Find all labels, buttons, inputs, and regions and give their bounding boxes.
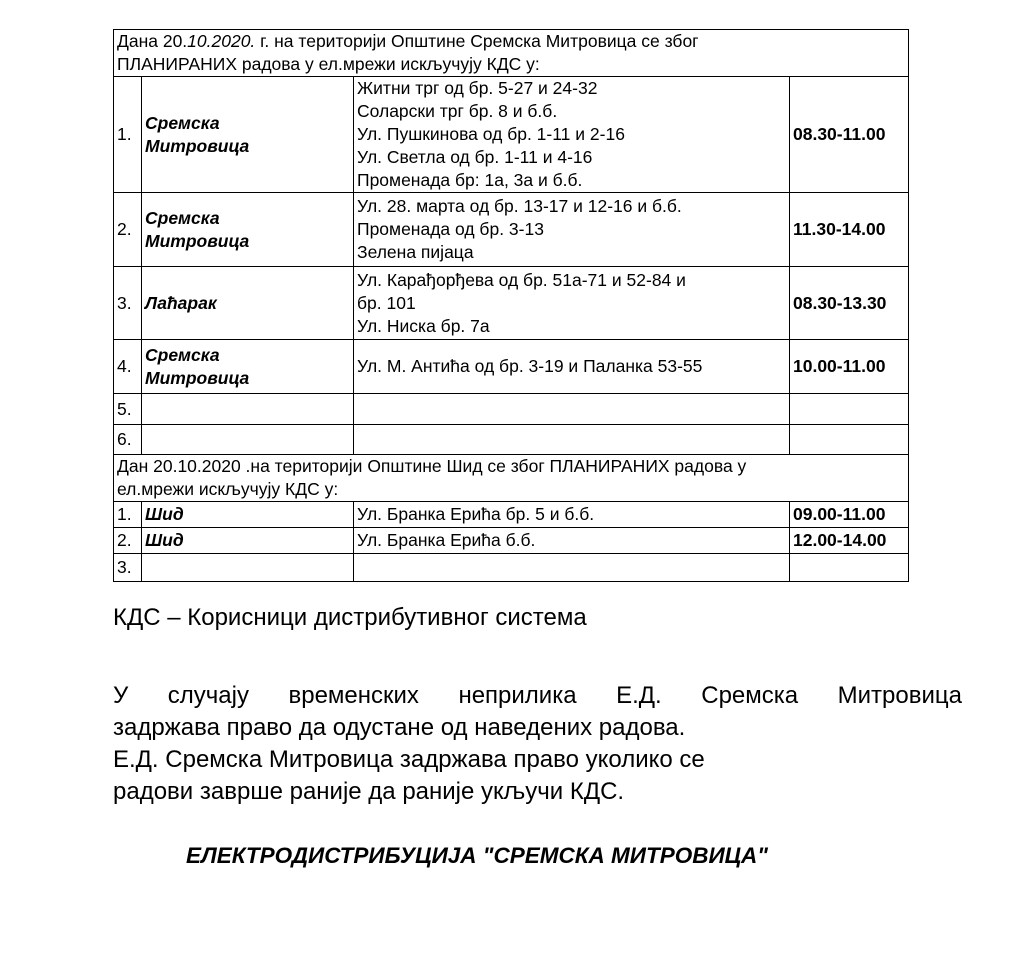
table-row [114, 554, 909, 582]
place-name: Сремска Митровица [142, 340, 354, 394]
address: Ул. Бранка Ерића б.б. [354, 528, 790, 554]
header-date-italic: 10.2020. [187, 31, 256, 51]
row-number: 5. [114, 394, 142, 425]
row-number: 1. [114, 502, 142, 528]
signature: ЕЛЕКТРОДИСТРИБУЦИЈА "СРЕМСКА МИТРОВИЦА" [186, 843, 768, 868]
address-list: Ул. М. Антића од бр. 3-19 и Паланка 53-55 [354, 340, 790, 394]
row-number: 3. [114, 267, 142, 340]
header-text-line2: ПЛАНИРАНИХ радова у ел.мрежи искључују КДС у: [117, 54, 540, 74]
section1-header-row [114, 30, 909, 77]
note-line: Е.Д. Сремска Митровица задржава право уколико се [113, 746, 705, 773]
notes-paragraph [113, 680, 963, 808]
row-number: 2. [114, 528, 142, 554]
legend-text: КДС – Корисници дистрибутивног система [113, 604, 587, 631]
table-row [114, 340, 909, 394]
place-name: Лаћарак [142, 267, 354, 340]
place-name: Сремска Митровица [142, 77, 354, 193]
time-range: 08.30-13.30 [790, 267, 909, 340]
section1-header [114, 30, 909, 77]
row-number: 3. [114, 554, 142, 582]
address: Ул. Бранка Ерића бр. 5 и б.б. [354, 502, 790, 528]
place-name: Сремска Митровица [142, 193, 354, 267]
table-row [114, 267, 909, 340]
schedule-table [113, 29, 909, 582]
place-name: Шид [142, 502, 354, 528]
header-date-prefix: Дана 20. [117, 31, 188, 51]
place-name: Шид [142, 528, 354, 554]
table-row [114, 77, 909, 193]
header-text: г. на територији Општине Сремска Митровица се због [255, 31, 699, 51]
address-list: Ул. Карађорђева од бр. 51а-71 и 52-84 и бр. 101 Ул. Ниска бр. 7а [354, 267, 790, 340]
time-range: 12.00-14.00 [790, 528, 909, 554]
table-row [114, 528, 909, 554]
table-row [114, 502, 909, 528]
time-range: 11.30-14.00 [790, 193, 909, 267]
table-row [114, 193, 909, 267]
time-range: 09.00-11.00 [790, 502, 909, 528]
section2-header: Дан 20.10.2020 .на територији Општине Шид се због ПЛАНИРАНИХ радова у ел.мрежи искључују КДС у: [114, 455, 909, 502]
row-number: 4. [114, 340, 142, 394]
section2-header-row [114, 455, 909, 502]
time-range: 08.30-11.00 [790, 77, 909, 193]
address-list: Житни трг од бр. 5-27 и 24-32 Соларски трг бр. 8 и б.б. Ул. Пушкинова од бр. 1-11 и 2-16 Ул. Светла од бр. 1-11 и 4-16 Променада бр: 1а, 3а и б.б. [354, 77, 790, 193]
note-line: задржава право да одустане од наведених радова. [113, 714, 686, 741]
time-range: 10.00-11.00 [790, 340, 909, 394]
address-list: Ул. 28. марта од бр. 13-17 и 12-16 и б.б. Променада од бр. 3-13 Зелена пијаца [354, 193, 790, 267]
row-number: 6. [114, 425, 142, 455]
note-line: радови заврше раније да раније укључи КДС. [113, 778, 625, 805]
table-row [114, 425, 909, 455]
note-line: У случају временских неприлика Е.Д. Сремска Митровица [113, 682, 962, 709]
table-row [114, 394, 909, 425]
row-number: 1. [114, 77, 142, 193]
row-number: 2. [114, 193, 142, 267]
